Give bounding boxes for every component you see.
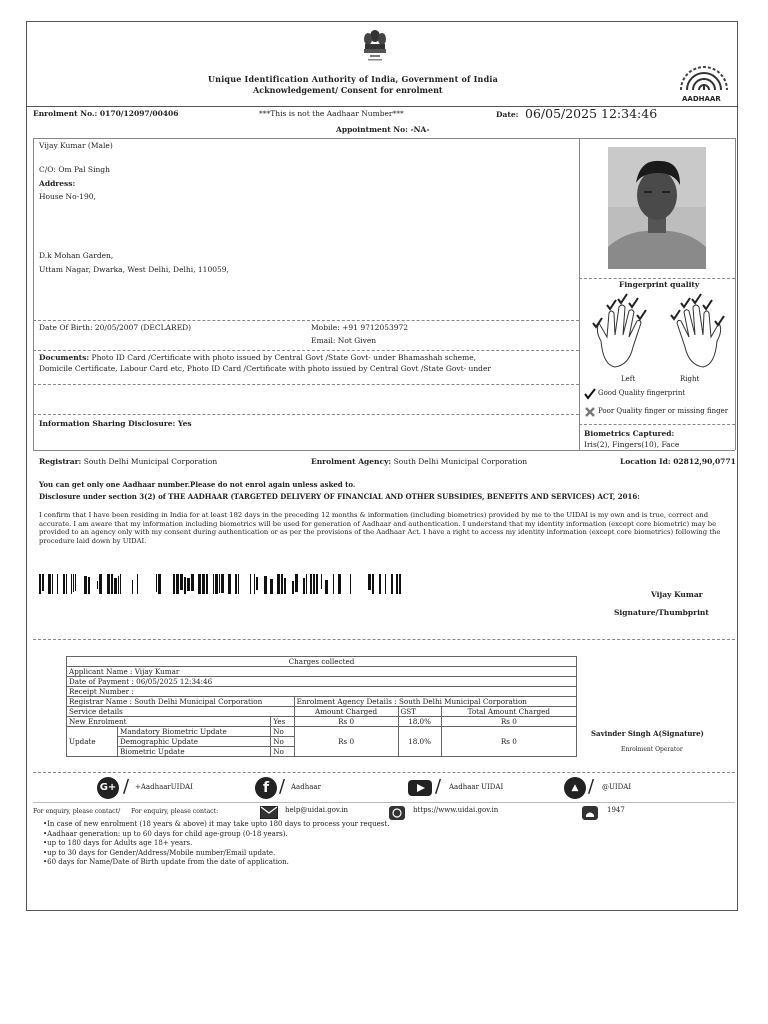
document-subtitle: Acknowledgement/ Consent for enrolment xyxy=(253,85,443,95)
facebook-handle[interactable]: Aadhaar xyxy=(291,783,321,791)
youtube-handle[interactable]: Aadhaar UIDAI xyxy=(449,783,504,791)
biometric-update-cell: Biometric Update xyxy=(118,747,271,757)
note-text: 60 days for Name/Date of Birth update from the date of application. xyxy=(47,858,289,866)
consent-paragraph: I confirm that I have been residing in India for at least 182 days in the preceding 12 months & information (including biometrics) provided by me to the UIDAI is my own and is true, correct and accurate. I am aware that my information including biometrics will be used for generation of Aadhaar and authentication. I understand that my identity information (except core biometric) may be provided to an agency only with my consent during authentication or as per the provisions of the Aadhaar Act. I have a right to access my identity information (except core biometrics) following the procedure laid down by UIDAI. xyxy=(39,511,721,545)
divider xyxy=(33,802,735,803)
location-id: Location Id: 02812,90,0771 xyxy=(620,457,736,466)
receipt-number-cell: Receipt Number : xyxy=(67,687,577,697)
check-icon xyxy=(584,388,596,400)
agency-details-cell: Enrolment Agency Details : South Delhi Municipal Corporation xyxy=(294,697,576,707)
note-text: In case of new enrolment (18 years & above) it may take upto 180 days to process your request. xyxy=(47,820,390,828)
google-plus-icon[interactable]: G+ xyxy=(97,777,119,799)
fingerprint-hands-diagram xyxy=(591,291,727,375)
registrar-name-cell: Registrar Name : South Delhi Municipal Corporation xyxy=(67,697,295,707)
update-amount: Rs 0 xyxy=(294,727,398,757)
help-email[interactable]: help@uidai.gov.in xyxy=(285,806,349,814)
address-label: Address: xyxy=(39,179,76,188)
poor-quality-legend: Poor Quality finger or missing finger xyxy=(598,407,729,415)
list-item: •up to 30 days for Gender/Address/Mobile number/Email update. xyxy=(43,848,276,857)
cross-icon xyxy=(584,406,596,418)
list-item: •Aadhaar generation: up to 60 days for child age-group (0-18 years). xyxy=(43,829,288,838)
divider xyxy=(33,138,735,139)
aadhaar-logo-icon xyxy=(673,60,735,100)
separator: / xyxy=(123,776,130,797)
divider xyxy=(33,384,579,385)
divider xyxy=(33,350,579,351)
list-item: •up to 180 days for Adults age 18+ years. xyxy=(43,839,193,847)
demographic-update-cell: Demographic Update xyxy=(118,737,271,747)
registrar-value: South Delhi Municipal Corporation xyxy=(81,457,218,466)
applicant-signature-name: Vijay Kumar xyxy=(651,590,703,599)
new-enrolment-gst: 18.0% xyxy=(398,717,441,727)
globe-icon xyxy=(389,806,405,820)
address-line: Uttam Nagar, Dwarka, West Delhi, Delhi, 110059, xyxy=(39,265,229,274)
note-text: up to 180 days for Adults age 18+ years. xyxy=(47,839,193,847)
mandatory-update-flag: No xyxy=(271,727,294,737)
fingerprint-quality-title: Fingerprint quality xyxy=(619,280,700,289)
new-enrolment-flag: Yes xyxy=(271,717,294,727)
helpline-number[interactable]: 1947 xyxy=(607,806,625,814)
divider xyxy=(33,639,735,640)
total-amount-header: Total Amount Charged xyxy=(441,707,576,717)
service-details-header: Service details xyxy=(67,707,295,717)
enquiry-text: For enquiry, please contact/ xyxy=(33,808,121,815)
google-plus-handle[interactable]: +AadhaarUIDAI xyxy=(135,783,193,791)
divider xyxy=(579,278,735,279)
enquiry-text-alt: For enquiry, please contact: xyxy=(131,808,219,815)
address-line: House No-190, xyxy=(39,192,96,201)
documents-value: Photo ID Card /Certificate with photo issued by Central Govt /State Govt- under Bhamashah scheme, xyxy=(89,353,477,362)
email: Email: Not Given xyxy=(311,336,377,345)
new-enrolment-amount: Rs 0 xyxy=(294,717,398,727)
enrolment-agency xyxy=(311,458,527,466)
registrar xyxy=(39,458,217,466)
address-line: D.k Mohan Garden, xyxy=(39,251,114,260)
applicant-name: Vijay Kumar (Male) xyxy=(39,141,113,150)
appointment-number: Appointment No: -NA- xyxy=(336,125,430,134)
new-enrolment-cell: New Enrolment xyxy=(67,717,271,727)
biometric-update-flag: No xyxy=(271,747,294,757)
applicant-photo xyxy=(608,147,706,269)
twitter-icon[interactable]: ▲ xyxy=(564,777,586,799)
care-of: C/O: Om Pal Singh xyxy=(39,165,110,174)
enrolment-agency-label: Enrolment Agency: xyxy=(311,457,392,466)
separator: / xyxy=(435,776,442,797)
processing-notes xyxy=(43,820,733,868)
aadhaar-logo-text: AADHAAR xyxy=(682,95,721,103)
list-item: •In case of new enrolment (18 years & above) it may take upto 180 days to process your request. xyxy=(43,820,390,828)
documents-label: Documents: xyxy=(39,353,90,362)
not-aadhaar-note: ***This is not the Aadhaar Number*** xyxy=(259,109,404,118)
info-sharing-disclosure: Information Sharing Disclosure: Yes xyxy=(39,419,192,428)
update-total: Rs 0 xyxy=(441,727,576,757)
enrolment-date: 06/05/2025 12:34:46 xyxy=(525,106,658,121)
table-row xyxy=(67,727,577,737)
twitter-handle[interactable]: @UIDAI xyxy=(602,783,632,791)
mandatory-update-cell: Mandatory Biometric Update xyxy=(118,727,271,737)
mail-icon xyxy=(260,806,278,819)
right-hand-label: Right xyxy=(680,375,700,383)
demographic-update-flag: No xyxy=(271,737,294,747)
date-label: Date: xyxy=(496,110,519,119)
list-item: •60 days for Name/Date of Birth update from the date of application. xyxy=(43,858,289,866)
amount-charged-header: Amount Charged xyxy=(294,707,398,717)
good-quality-legend: Good Quality fingerprint xyxy=(598,389,686,397)
table-row xyxy=(67,677,577,687)
national-emblem-icon xyxy=(361,27,389,67)
biometrics-captured-label: Biometrics Captured: xyxy=(584,429,675,438)
biometrics-captured-value: Iris(2), Fingers(10), Face xyxy=(584,440,680,449)
mobile-number: Mobile: +91 9712053972 xyxy=(311,323,409,332)
enrolment-agency-value: South Delhi Municipal Corporation xyxy=(391,457,528,466)
documents-continued: Domicile Certificate, Labour Card etc, Photo ID Card /Certificate with photo issued by Central Govt /State Govt- under xyxy=(39,364,491,373)
left-hand-label: Left xyxy=(621,375,636,383)
one-aadhaar-note: You can get only one Aadhaar number.Please do not enrol again unless asked to. xyxy=(39,480,356,489)
divider xyxy=(33,450,735,451)
charges-title: Charges collected xyxy=(67,657,577,667)
phone-icon xyxy=(582,806,598,820)
operator-role: Enrolment Operator xyxy=(621,746,683,753)
note-text: up to 30 days for Gender/Address/Mobile number/Email update. xyxy=(47,848,276,857)
divider xyxy=(33,414,579,415)
separator: / xyxy=(588,776,595,797)
documents xyxy=(39,354,476,362)
table-row xyxy=(67,657,577,667)
table-row xyxy=(67,697,577,707)
table-row xyxy=(67,717,577,727)
table-row xyxy=(67,687,577,697)
youtube-icon[interactable] xyxy=(408,780,432,796)
update-cell: Update xyxy=(67,727,118,757)
divider xyxy=(33,320,579,321)
divider xyxy=(33,138,34,450)
table-row xyxy=(67,707,577,717)
charges-table xyxy=(66,656,577,757)
update-gst: 18.0% xyxy=(398,727,441,757)
divider xyxy=(33,772,735,773)
divider xyxy=(735,138,736,450)
date-of-birth: Date Of Birth: 20/05/2007 (DECLARED) xyxy=(39,323,192,332)
registrar-label: Registrar: xyxy=(39,457,82,466)
applicant-name-cell: Applicant Name : Vijay Kumar xyxy=(67,667,577,677)
divider xyxy=(579,424,735,425)
enrolment-number: Enrolment No.: 0170/12097/00406 xyxy=(33,109,179,118)
table-row xyxy=(67,667,577,677)
new-enrolment-total: Rs 0 xyxy=(441,717,576,727)
divider xyxy=(579,138,580,450)
gst-header: GST xyxy=(398,707,441,717)
payment-date-cell: Date of Payment : 06/05/2025 12:34:46 xyxy=(67,677,577,687)
section-disclosure: Disclosure under section 3(2) of THE AADHAAR (TARGETED DELIVERY OF FINANCIAL AND OTHER SUBSIDIES, BENEFITS AND SERVICES) ACT, 2016: xyxy=(39,492,640,501)
barcode xyxy=(39,574,403,594)
operator-signature: Savinder Singh A(Signature) xyxy=(591,729,704,738)
note-text: Aadhaar generation: up to 60 days for child age-group (0-18 years). xyxy=(47,829,288,838)
acknowledgement-page xyxy=(26,21,738,911)
signature-label: Signature/Thumbprint xyxy=(614,608,709,617)
separator: / xyxy=(279,776,286,797)
website[interactable]: https://www.uidai.gov.in xyxy=(413,806,499,814)
facebook-icon[interactable]: f xyxy=(255,777,277,799)
organization-title: Unique Identification Authority of India, Government of India xyxy=(208,74,498,84)
